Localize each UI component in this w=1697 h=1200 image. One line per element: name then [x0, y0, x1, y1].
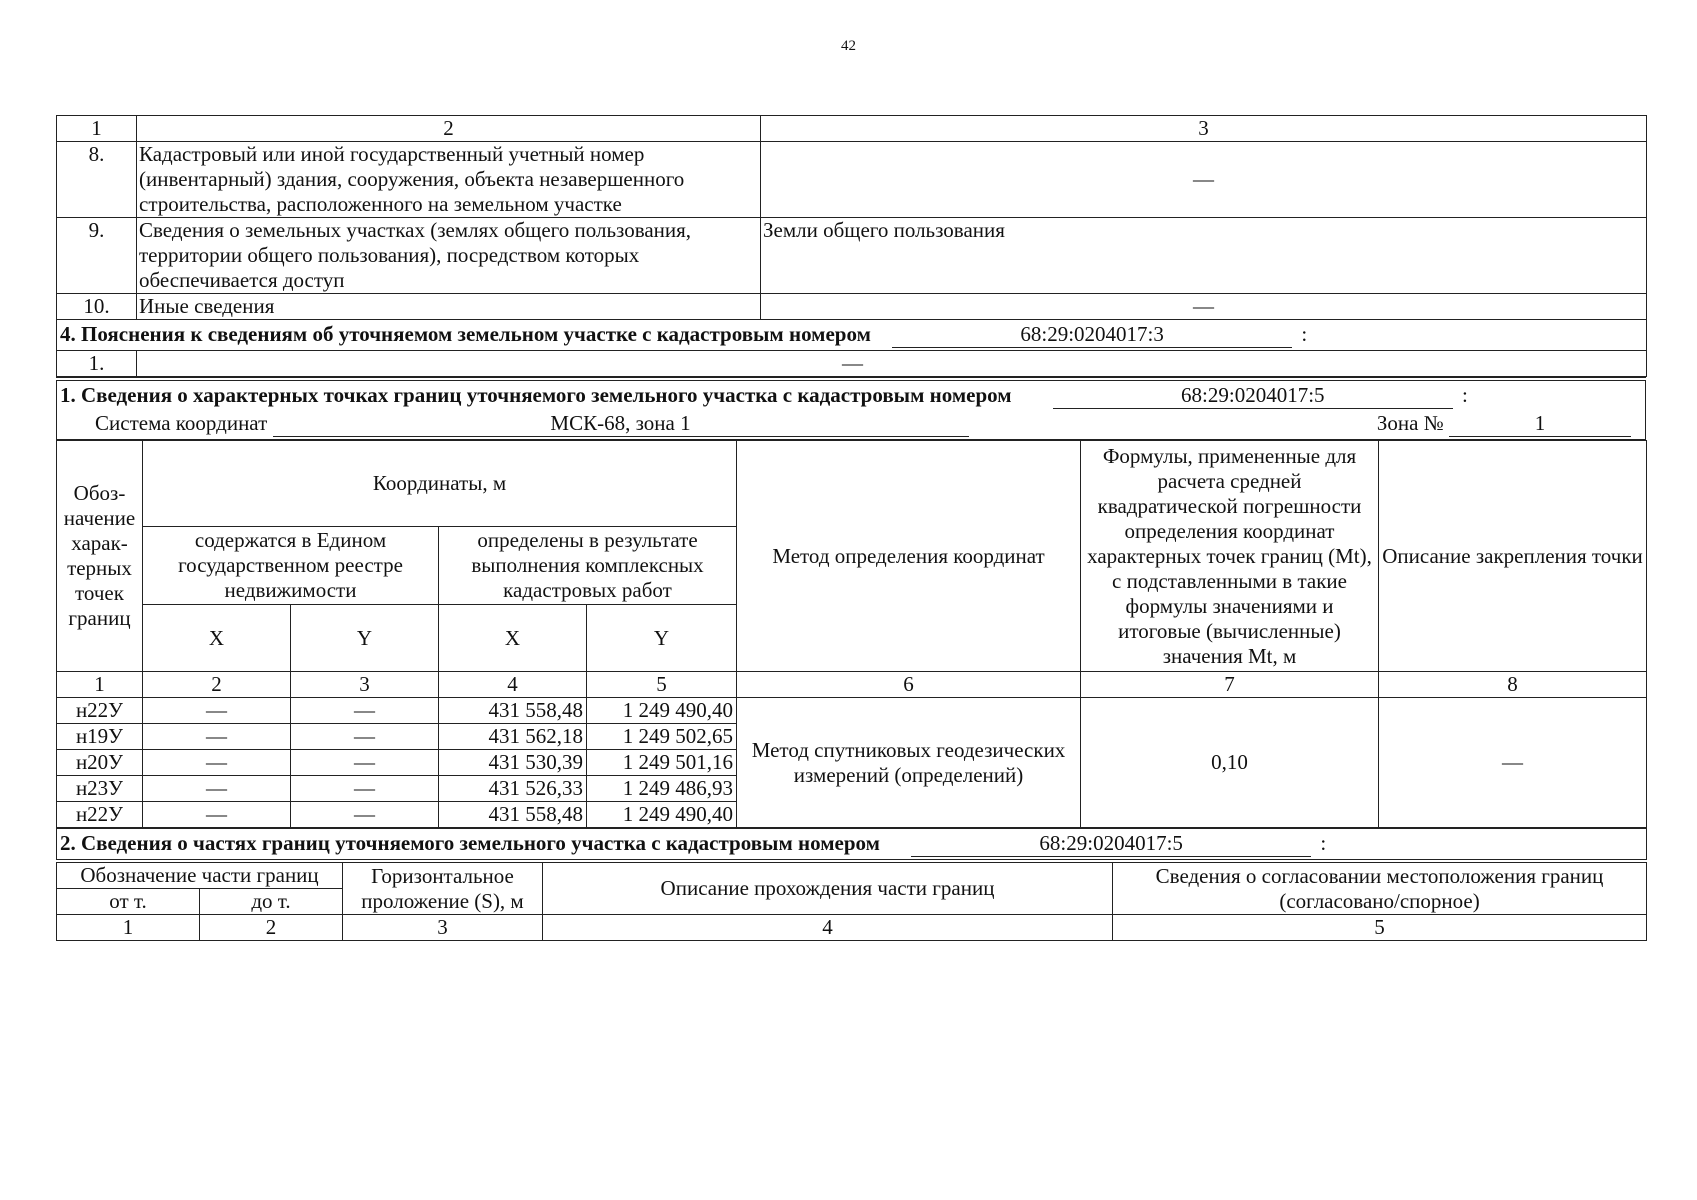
row-label: Кадастровый или иной государственный учетный номер (инвентарный) здания, сооружения, объекта незавершенного строительства, расположенного на земельном участке	[137, 142, 761, 218]
column-number: 2	[143, 672, 291, 698]
column-number: 5	[1113, 915, 1647, 941]
kkr-y: 1 249 502,65	[587, 724, 737, 750]
row-label: Иные сведения	[137, 294, 761, 320]
zone-label: Зона №	[1376, 411, 1444, 435]
section-2-title: 2. Сведения о частях границ уточняемого земельного участка с кадастровым номером	[60, 831, 880, 855]
header-y: Y	[587, 605, 737, 672]
point-name: н23У	[57, 776, 143, 802]
kkr-x: 431 558,48	[439, 802, 587, 828]
page-number: 42	[841, 38, 856, 54]
section-1-colon: :	[1462, 383, 1468, 407]
egrn-y: —	[291, 802, 439, 828]
kkr-x: 431 562,18	[439, 724, 587, 750]
boundary-points-table	[56, 440, 1647, 828]
mt-value: 0,10	[1081, 698, 1379, 828]
table-row	[57, 698, 1647, 724]
section-4-row	[57, 351, 1647, 377]
coordinate-system-value: МСК-68, зона 1	[273, 411, 969, 437]
section-2-colon: :	[1320, 831, 1327, 855]
row-number: 9.	[57, 218, 137, 294]
row-number: 8.	[57, 142, 137, 218]
egrn-x: —	[143, 698, 291, 724]
zone-value: 1	[1449, 411, 1631, 437]
column-number: 5	[587, 672, 737, 698]
header-from-point: от т.	[57, 889, 200, 915]
section-2-heading-row	[57, 829, 1647, 862]
header-horizontal-distance: Горизонтальное проложение (S), м	[343, 861, 543, 915]
header-x: X	[143, 605, 291, 672]
header-coordinates: Координаты, м	[143, 441, 737, 527]
row-value: —	[761, 294, 1647, 320]
section-4-heading-row	[57, 320, 1647, 351]
section-1-heading	[56, 377, 1646, 440]
header-agreement: Сведения о согласовании местоположения границ (согласовано/спорное)	[1113, 861, 1647, 915]
column-number: 4	[439, 672, 587, 698]
point-name: н22У	[57, 698, 143, 724]
header-point-description: Описание закрепления точки	[1379, 441, 1647, 672]
method-value: Метод спутниковых геодезических измерений (определений)	[737, 698, 1081, 828]
row-value: Земли общего пользования	[761, 218, 1647, 294]
header-boundary-part: Обозначение части границ	[57, 861, 343, 889]
kkr-y: 1 249 486,93	[587, 776, 737, 802]
egrn-x: —	[143, 724, 291, 750]
header-passage-description: Описание прохождения части границ	[543, 861, 1113, 915]
row-value: —	[137, 351, 1647, 377]
egrn-x: —	[143, 776, 291, 802]
kkr-y: 1 249 490,40	[587, 802, 737, 828]
egrn-x: —	[143, 750, 291, 776]
kkr-x: 431 530,39	[439, 750, 587, 776]
header-x: X	[439, 605, 587, 672]
table-row	[57, 294, 1647, 320]
document-sheet	[56, 115, 1646, 941]
table-row	[57, 218, 1647, 294]
header-y: Y	[291, 605, 439, 672]
boundary-parts-table	[56, 828, 1647, 941]
table-header-row	[57, 116, 1647, 142]
header-to-point: до т.	[200, 889, 343, 915]
row-number: 10.	[57, 294, 137, 320]
point-description-value: —	[1379, 698, 1647, 828]
section-4-title: 4. Пояснения к сведениям об уточняемом земельном участке с кадастровым номером	[60, 322, 871, 346]
column-number: 7	[1081, 672, 1379, 698]
column-number: 1	[57, 116, 137, 142]
row-number: 1.	[57, 351, 137, 377]
column-number: 2	[137, 116, 761, 142]
column-number: 2	[200, 915, 343, 941]
column-number: 3	[291, 672, 439, 698]
header-egrn-coordinates: содержатся в Едином государственном реестре недвижимости	[143, 527, 439, 605]
coordinate-system-label: Система координат	[95, 411, 268, 435]
table-row	[57, 142, 1647, 218]
header-kkr-coordinates: определены в результате выполнения комплексных кадастровых работ	[439, 527, 737, 605]
column-number: 3	[343, 915, 543, 941]
column-number: 1	[57, 672, 143, 698]
header-point-designation: Обоз-начение харак-терных точек границ	[57, 441, 143, 672]
point-name: н22У	[57, 802, 143, 828]
section-1-cadastral-number: 68:29:0204017:5	[1053, 383, 1453, 409]
column-number: 8	[1379, 672, 1647, 698]
section-4-cadastral-number: 68:29:0204017:3	[892, 322, 1292, 348]
header-method: Метод определения координат	[737, 441, 1081, 672]
row-label: Сведения о земельных участках (землях общего пользования, территории общего пользования), посредством которых обеспечивается доступ	[137, 218, 761, 294]
section-1-title: 1. Сведения о характерных точках границ уточняемого земельного участка с кадастровым номером	[60, 383, 1012, 407]
header-formula: Формулы, примененные для расчета средней квадратической погрешности определения координат характерных точек границ (Mt), с подставленными в такие формулы значениями и итоговые (вычисленные) значения Mt, м	[1081, 441, 1379, 672]
column-number: 6	[737, 672, 1081, 698]
column-number: 1	[57, 915, 200, 941]
point-name: н20У	[57, 750, 143, 776]
kkr-x: 431 526,33	[439, 776, 587, 802]
column-number: 4	[543, 915, 1113, 941]
egrn-y: —	[291, 724, 439, 750]
column-number-row	[57, 915, 1647, 941]
egrn-y: —	[291, 750, 439, 776]
egrn-y: —	[291, 698, 439, 724]
kkr-x: 431 558,48	[439, 698, 587, 724]
column-number-row	[57, 672, 1647, 698]
row-value: —	[761, 142, 1647, 218]
kkr-y: 1 249 490,40	[587, 698, 737, 724]
land-info-table	[56, 115, 1647, 377]
point-name: н19У	[57, 724, 143, 750]
column-number: 3	[761, 116, 1647, 142]
egrn-y: —	[291, 776, 439, 802]
section-4-colon: :	[1301, 322, 1308, 346]
egrn-x: —	[143, 802, 291, 828]
section-2-cadastral-number: 68:29:0204017:5	[911, 831, 1311, 857]
kkr-y: 1 249 501,16	[587, 750, 737, 776]
